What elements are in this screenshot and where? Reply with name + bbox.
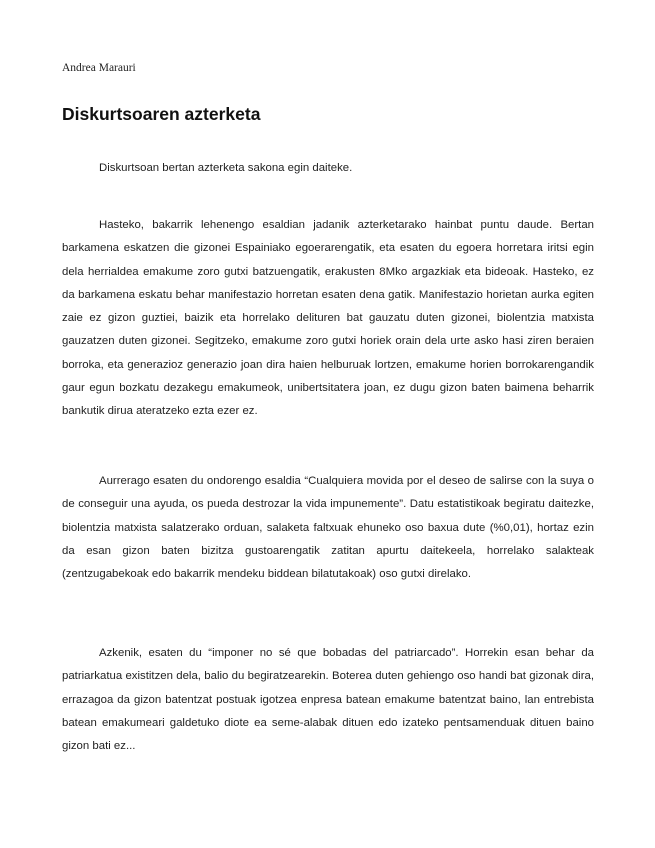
paragraph-intro: Diskurtsoan bertan azterketa sakona egin daiteke. <box>99 162 353 174</box>
paragraph-quote-analysis: Aurrerago esaten du ondorengo esaldia “Cualquiera movida por el deseo de salirse con la suya o de conseguir una ayuda, os pueda destrozar la vida impunemente”. Datu estatistikoak begiratu daitezke, biolentzia matxista salatzerako orduan, salaketa faltxuak ehuneko oso baxua dute (%0,01), hortaz ezin da esan gizon baten bizitza gustoarengatik zatitan apurtu daitekeela, horrelako salakteak (zentzugabekoak edo bakarrik mendeku biddean bilatutakoak) oso gutxi direlako. <box>62 475 594 581</box>
page-title: Diskurtsoaren azterketa <box>62 104 261 124</box>
paragraph-conclusion: Azkenik, esaten du “imponer no sé que bobadas del patriarcado”. Horrekin esan behar da patriarkatua existitzen dela, balio du begiratzearekin. Boterea duten gehiengo oso handi bat gizonak dira, errazagoa da gizon batentzat postuak igotzea enpresa batean emakume batentzat baino, lan entrebista batean emakumeari galdetuko diote ea seme-alabak dituen edo izateko pentsamenduak dituen baino gizon bati ez... <box>62 647 594 753</box>
paragraph-first-sentence-analysis: Hasteko, bakarrik lehenengo esaldian jadanik azterketarako hainbat puntu daude. Bertan barkamena eskatzen die gizonei Espainiako egoerarengatik, eta esaten du egoera horretara iritsi egin dela herrialdea emakume zoro gutxi batzuengatik, erakusten 8Mko argazkiak eta bideoak. Hasteko, ez da barkamena eskatu behar manifestazio horretan esaten dena gatik. Manifestazio horietan aurka egiten zaie ez gizon guztiei, baizik eta horrelako delituren bat gauzatu duten gizonei, biolentzia matxista gauzatzen duten gizonei. Segitzeko, emakume zoro gutxi horiek orain dela urte asko hasi ziren beraien borroka, eta generazioz generazio joan dira haien helburuak lortzen, emakume horien borrokarengandik gaur egun bozkatu dezakegu emakumeok, unibertsitatera joan, ez dugu gizon baten baimena beharrik bankutik dirua ateratzeko ezta ezer ez. <box>62 219 594 418</box>
author-name: Andrea Marauri <box>62 62 136 74</box>
